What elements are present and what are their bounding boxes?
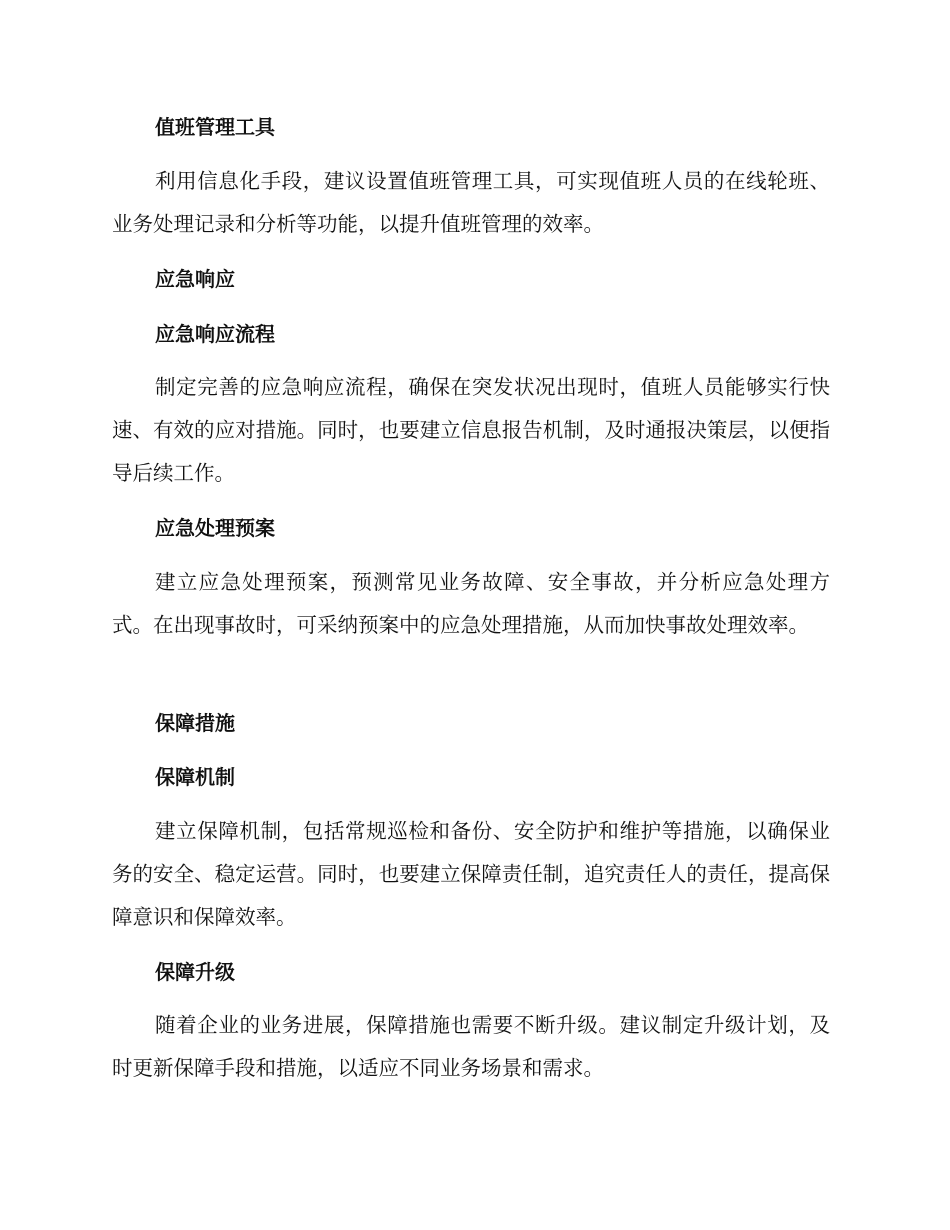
- paragraph-safeguard-mechanism: 建立保障机制，包括常规巡检和备份、安全防护和维护等措施，以确保业务的安全、稳定运营。同时，也要建立保障责任制，追究责任人的责任，提高保障意识和保障效率。: [112, 819, 830, 929]
- paragraph-safeguard-upgrade: 随着企业的业务进展，保障措施也需要不断升级。建议制定升级计划，及时更新保障手段和措施，以适应不同业务场景和需求。: [112, 1013, 830, 1080]
- section-heading-safeguards: 保障措施: [155, 711, 235, 735]
- section-heading-emergency-plan: 应急处理预案: [155, 516, 275, 540]
- paragraph-duty-tools: 利用信息化手段，建议设置值班管理工具，可实现值班人员的在线轮班、业务处理记录和分析等功能，以提升值班管理的效率。: [112, 169, 830, 236]
- section-heading-safeguard-upgrade: 保障升级: [155, 960, 235, 984]
- paragraph-emergency-process: 制定完善的应急响应流程，确保在突发状况出现时，值班人员能够实行快速、有效的应对措施。同时，也要建立信息报告机制，及时通报决策层，以便指导后续工作。: [112, 375, 830, 485]
- section-heading-emergency-process: 应急响应流程: [155, 322, 275, 346]
- paragraph-emergency-plan: 建立应急处理预案，预测常见业务故障、安全事故，并分析应急处理方式。在出现事故时，可采纳预案中的应急处理措施，从而加快事故处理效率。: [112, 570, 830, 637]
- section-heading-emergency: 应急响应: [155, 267, 235, 291]
- section-heading-duty-tools: 值班管理工具: [155, 115, 275, 139]
- section-heading-safeguard-mechanism: 保障机制: [155, 765, 235, 789]
